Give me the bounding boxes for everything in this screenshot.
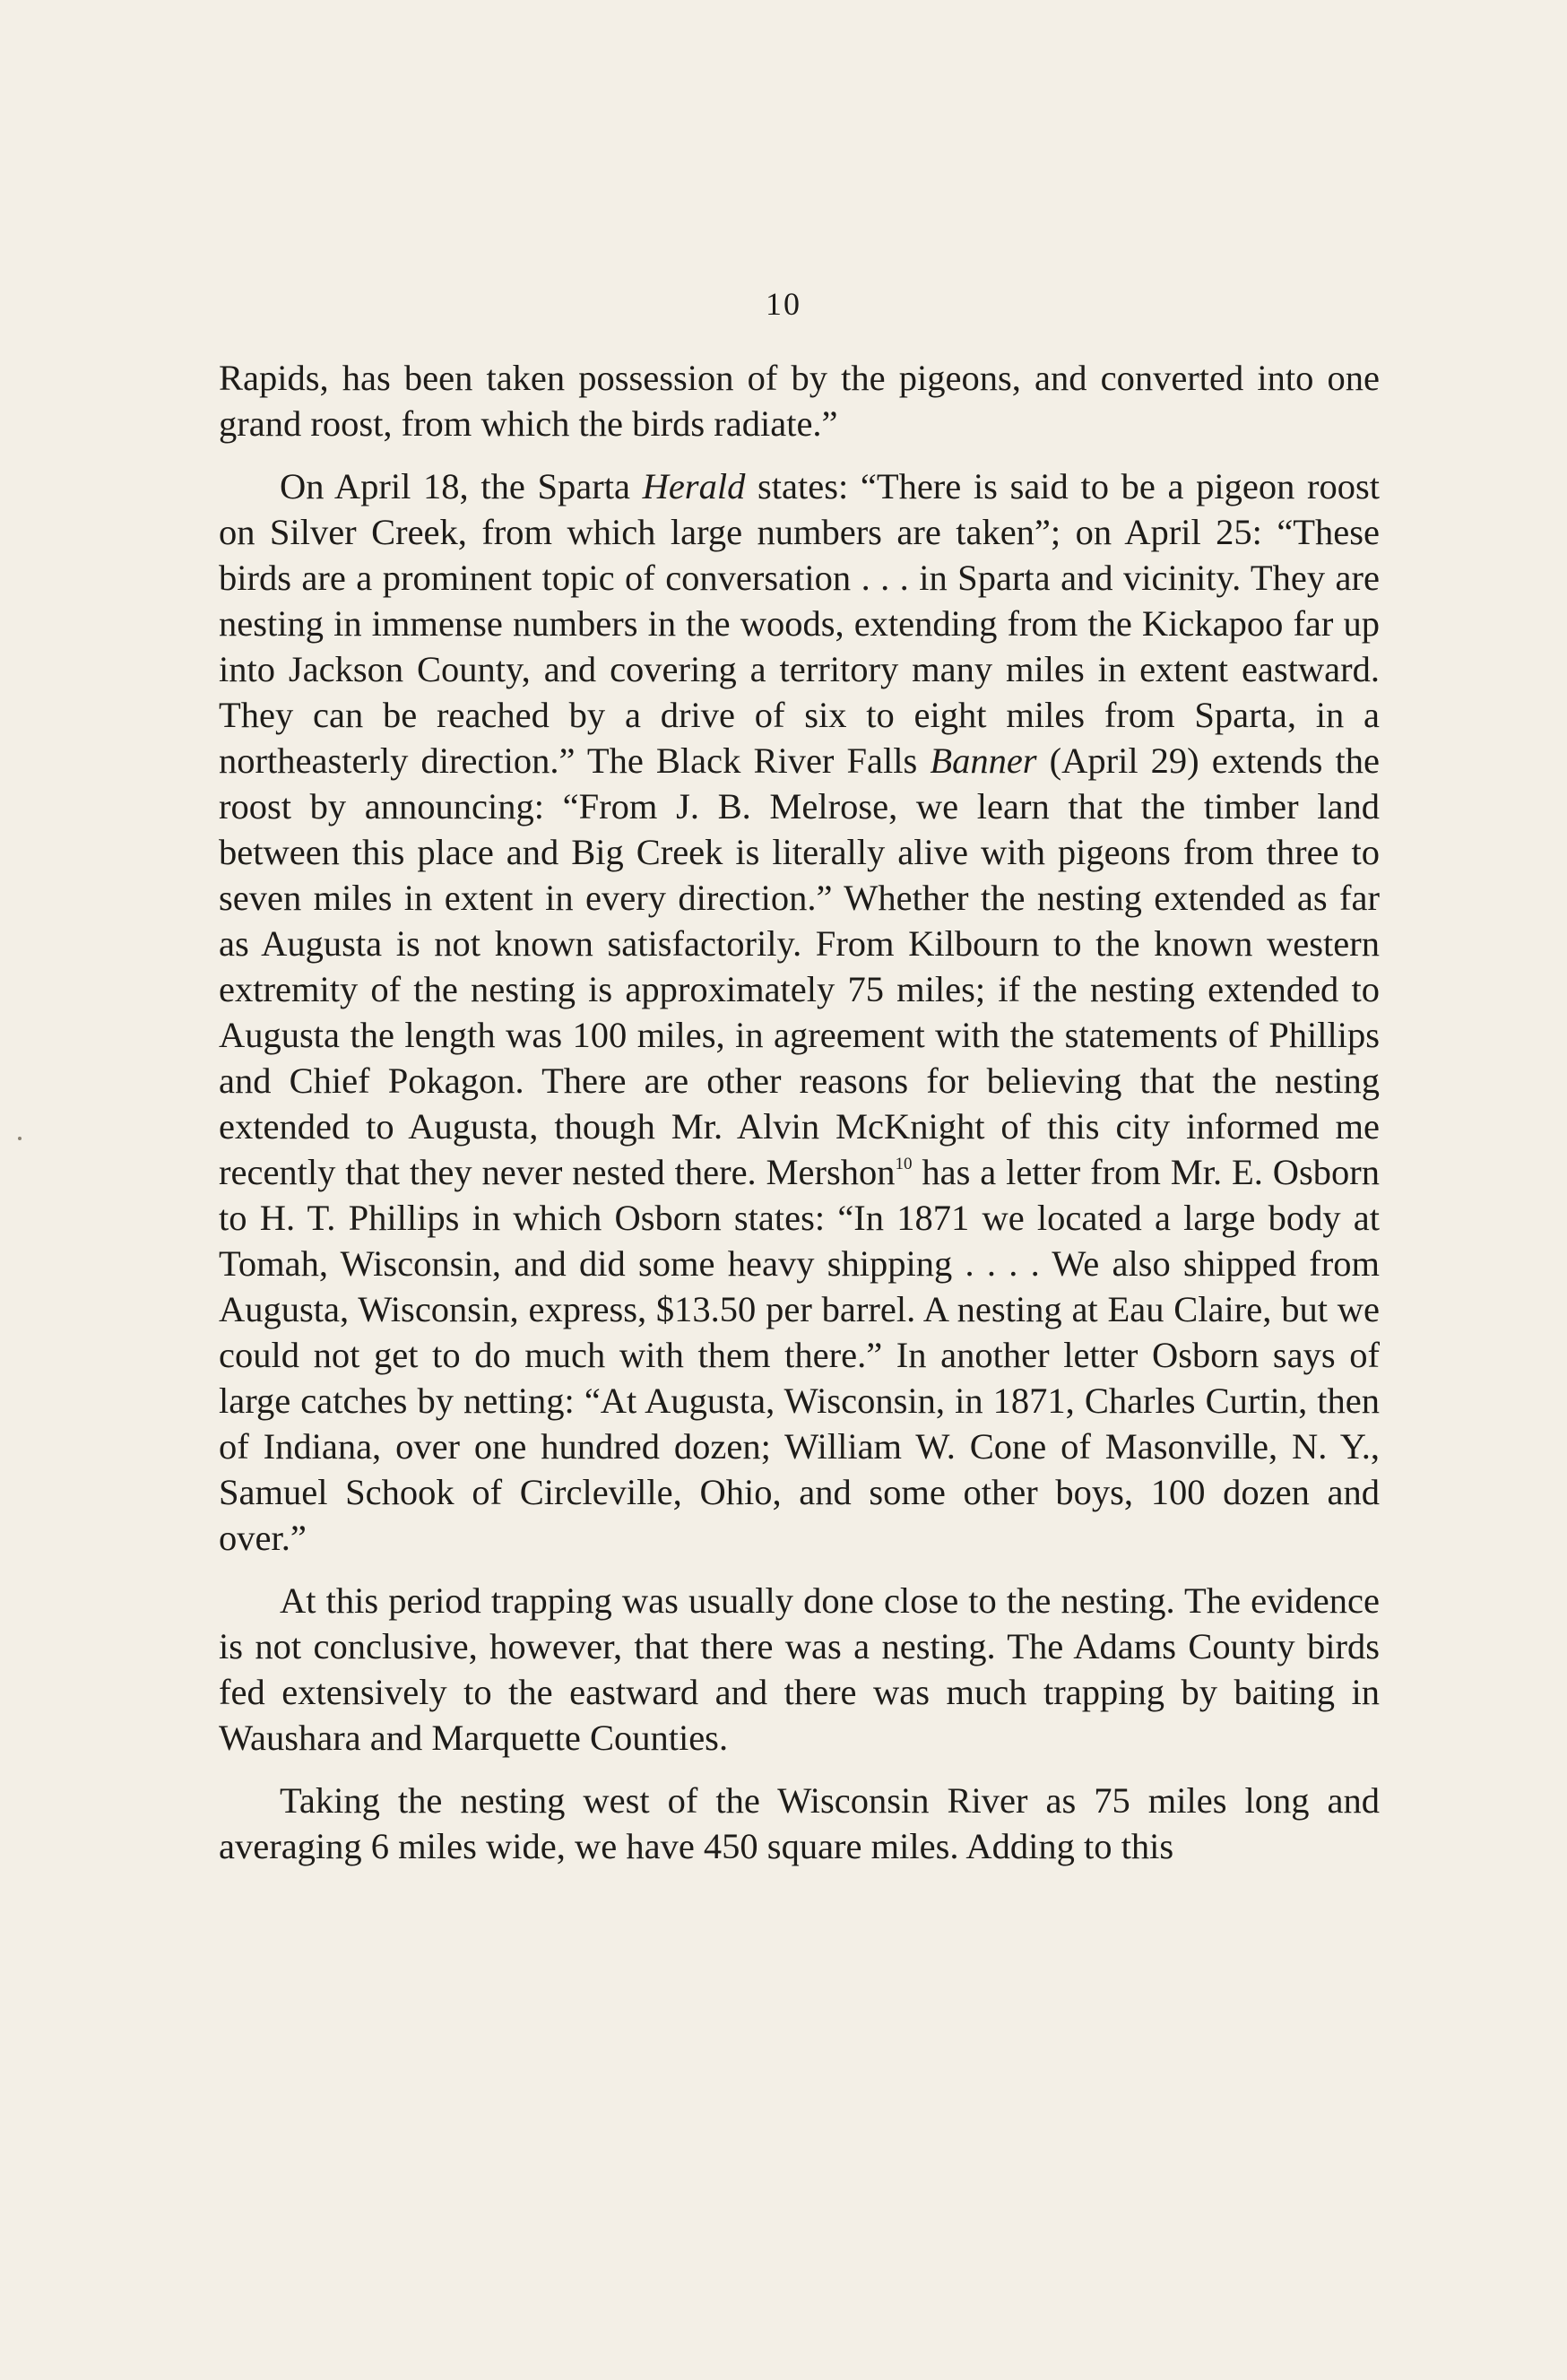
margin-speck bbox=[18, 1137, 22, 1140]
body-text bbox=[219, 355, 1380, 1869]
paragraph-2 bbox=[219, 463, 1380, 1561]
paragraph-2-text-a: On April 18, the Sparta bbox=[280, 466, 643, 506]
page-number: 10 bbox=[766, 286, 801, 322]
paragraph-2-text-c: (April 29) extends the roost by announcing: “From J. B. Melrose, we learn that the timber land between this place and Big Creek is literally alive with pigeons from three to seven miles in extent in every direction.” Whether the nesting extended as far as Augusta is not known satisfactorily. From Kilbourn to the known western extremity of the nesting is approximately 75 miles; if the nesting extended to Augusta the length was 100 miles, in agreement with the statements of Phillips and Chief Pokagon. There are other reasons for believing that the nesting extended to Augusta, though Mr. Alvin McKnight of this city informed me recently that they never nested there. Mershon bbox=[219, 740, 1380, 1192]
footnote-marker: 10 bbox=[895, 1155, 913, 1173]
paragraph-3: At this period trapping was usually done close to the nesting. The evidence is not conclusive, however, that there was a nesting. The Adams County birds fed extensively to the eastward and there was much trapping by baiting in Waushara and Marquette Counties. bbox=[219, 1580, 1380, 1758]
paragraph-1-continued: Rapids, has been taken possession of by the pigeons, and converted into one grand roost, from which the birds radiate.” bbox=[219, 358, 1380, 444]
newspaper-title-herald: Herald bbox=[642, 466, 746, 506]
paragraph-2-text-d: has a letter from Mr. E. Osborn to H. T. Phillips in which Osborn states: “In 1871 we located a large body at Tomah, Wisconsin, and did some heavy shipping . . . . We also shipped from Augusta, Wisconsin, express, $13.50 per barrel. A nesting at Eau Claire, but we could not get to do much with them there.” In another letter Osborn says of large catches by netting: “At Augusta, Wisconsin, in 1871, Charles Curtin, then of Indiana, over one hundred dozen; William W. Cone of Masonville, N. Y., Samuel Schook of Circleville, Ohio, and some other boys, 100 dozen and over.” bbox=[219, 1152, 1380, 1558]
newspaper-title-banner: Banner bbox=[930, 740, 1037, 781]
paragraph-2-text-b: states: “There is said to be a pigeon roost on Silver Creek, from which large numbers are taken”; on April 25: “These birds are a prominent topic of conversation . . . in Sparta and vicinity. They are nesting in immense numbers in the woods, extending from the Kickapoo far up into Jackson County, and covering a territory many miles in extent eastward. They can be reached by a drive of six to eight miles from Sparta, in a northeasterly direction.” The Black River Falls bbox=[219, 466, 1380, 781]
paragraph-4: Taking the nesting west of the Wisconsin River as 75 miles long and averaging 6 miles wide, we have 450 square miles. Adding to this bbox=[219, 1780, 1380, 1866]
